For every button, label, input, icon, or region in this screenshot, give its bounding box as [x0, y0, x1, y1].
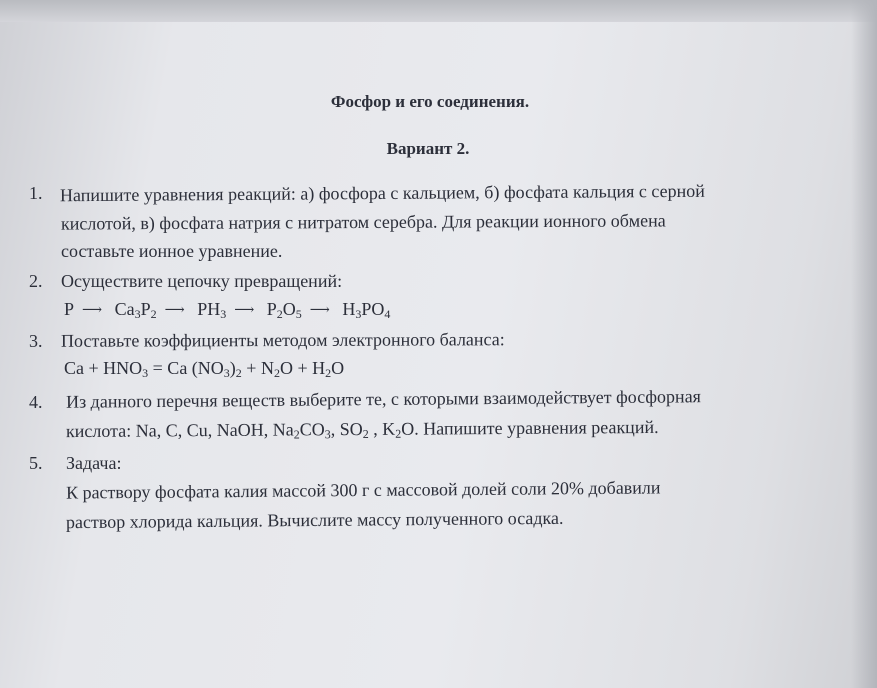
right-arrow-icon: ⟶ [164, 303, 185, 318]
right-arrow-icon: ⟶ [234, 303, 255, 318]
q1-line-1: Напишите уравнения реакций: а) фосфора с кальцием, б) фосфата кальция с серной [59, 180, 705, 206]
q4-line-1: Из данного перечня веществ выберите те, с которыми взаимодействует фосфорная [65, 386, 701, 412]
q1-line-3: составьте ионное уравнение. [61, 241, 283, 261]
q3-line-1: Поставьте коэффициенты методом электронного баланса: [60, 329, 505, 351]
chain-ca3p2: $Ca_3P_2$ [114, 299, 157, 321]
q4-line-2: кислота: Na, C, Cu, NaOH, $Na_2CO_3$, $SO_2$ , $K_2O$. Напишите уравнения реакций. [65, 416, 659, 442]
q5-line-2: раствор хлорида кальция. Вычислите массу полученного осадка. [65, 507, 564, 533]
q5-line-1: К раствору фосфата калия массой 300 г с массовой долей соли 20% добавили [65, 477, 661, 503]
right-arrow-icon: ⟶ [309, 303, 330, 318]
q3-equation: $Ca + HNO_3 = Ca$ $(NO_3)_2 + N_2O + H_2O$ [64, 358, 345, 380]
q1-line-2: кислотой, в) фосфата натрия с нитратом серебра. Для реакции ионного обмена [60, 210, 666, 234]
q5-label: Задача: [66, 453, 122, 473]
chain-h3po4: $H_3PO_4$ [342, 299, 391, 321]
q1-number: 1. [29, 183, 43, 203]
q5-number: 5. [29, 453, 43, 473]
q3-number: 3. [29, 331, 43, 351]
chain-p: P [64, 299, 75, 319]
q2-chain [64, 298, 390, 325]
worksheet-title: Фосфор и его соединения. [330, 92, 530, 111]
right-arrow-icon: ⟶ [82, 303, 103, 318]
q2-line-1: Осуществите цепочку превращений: [61, 271, 343, 291]
q4-number: 4. [29, 392, 43, 412]
chain-p2o5: $P_2O_5$ [266, 299, 302, 321]
q2-number: 2. [29, 271, 43, 291]
chain-ph3: $PH_3$ [197, 299, 227, 321]
variant-heading: Вариант 2. [386, 139, 470, 158]
